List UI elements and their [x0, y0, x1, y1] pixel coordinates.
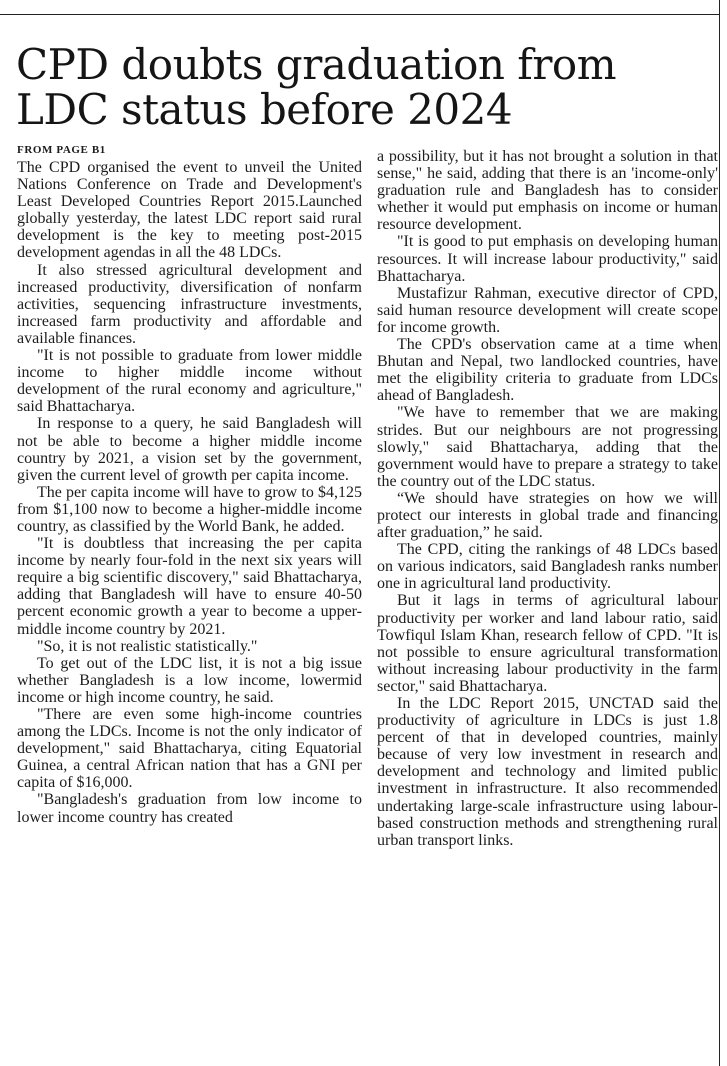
paragraph: a possibility, but it has not brought a solution in that sense," he said, adding that there is an 'income-only' graduation rule and Bangladesh has to consider whether it would put emphasis on income or human resource development.: [377, 148, 718, 234]
paragraph: It also stressed agricultural development and increased productivity, diversification of nonfarm activities, sequencing infrastructure investments, increased farm productivity and affordable and available finances.: [17, 261, 362, 347]
paragraph: “We should have strategies on how we will protect our interests in global trade and financing after graduation,” he said.: [377, 489, 718, 542]
paragraph: To get out of the LDC list, it is not a big issue whether Bangladesh is a low income, lowermid income or high income country, he said.: [17, 654, 362, 706]
paragraph: "It is doubtless that increasing the per capita income by nearly four-fold in the next six years will require a big scientific discovery," said Bhattacharya, adding that Bangladesh will have to ensure 40-50 percent economic growth a year to become a upper-middle income country by 2021.: [17, 535, 362, 638]
article-column-left: [17, 144, 362, 826]
paragraph: "We have to remember that we are making strides. But our neighbours are not progressing slowly," said Bhattacharya, adding that the government would have to prepare a strategy to take the country out of the LDC status.: [377, 404, 718, 490]
paragraph: "It is good to put emphasis on developing human resources. It will increase labour productivity," said Bhattacharya.: [377, 233, 718, 285]
paragraph: Mustafizur Rahman, executive director of CPD, said human resource development will create scope for income growth.: [377, 284, 718, 336]
paragraph: "So, it is not realistic statistically.": [37, 637, 258, 655]
right-rule: [719, 0, 720, 1066]
headline-line-1: CPD doubts graduation from: [16, 40, 617, 89]
paragraph: "Bangladesh's graduation from low income to lower income country has created: [17, 791, 362, 826]
headline-line-2: LDC status before 2024: [16, 85, 513, 134]
paragraph: The CPD's observation came at a time when Bhutan and Nepal, two landlocked countries, have met the eligibility criteria to graduate from LDCs ahead of Bangladesh.: [377, 336, 718, 405]
paragraph: The CPD organised the event to unveil the United Nations Conference on Trade and Development's Least Developed Countries Report 2015.Launched globally yesterday, the latest LDC report said rural development is the key to meeting post-2015 development agendas in all the 48 LDCs.: [17, 159, 362, 262]
article-column-right: [377, 148, 718, 849]
paragraph: The per capita income will have to grow to $4,125 from $1,100 now to become a higher-middle income country, as classified by the World Bank, he added.: [17, 483, 362, 535]
kicker: FROM PAGE B1: [17, 144, 106, 156]
headline: [16, 42, 716, 132]
paragraph: In response to a query, he said Bangladesh will not be able to become a higher middle income country by 2021, a vision set by the government, given the current level of growth per capita income.: [17, 415, 362, 484]
paragraph: "There are even some high-income countries among the LDCs. Income is not the only indicator of development," said Bhattacharya, citing Equatorial Guinea, a central African nation that has a GNI per capita of $16,000.: [17, 706, 362, 792]
paragraph: In the LDC Report 2015, UNCTAD said the productivity of agriculture in LDCs is just 1.8 percent of that in developed countries, mainly because of very low investment in research and development and technology and limited public investment in infrastructure. It also recommended undertaking large-scale infrastructure using labour-based construction methods and strengthening rural urban transport links.: [377, 695, 718, 849]
paragraph: But it lags in terms of agricultural labour productivity per worker and land labour ratio, said Towfiqul Islam Khan, research fellow of CPD. "It is not possible to ensure agricultural transformation without increasing labour productivity in the farm sector," said Bhattacharya.: [377, 592, 718, 695]
paragraph: "It is not possible to graduate from lower middle income to higher middle income without development of the rural economy and agriculture," said Bhattacharya.: [17, 347, 362, 416]
paragraph: The CPD, citing the rankings of 48 LDCs based on various indicators, said Bangladesh ranks number one in agricultural land productivity.: [377, 541, 718, 593]
top-rule: [0, 14, 719, 15]
